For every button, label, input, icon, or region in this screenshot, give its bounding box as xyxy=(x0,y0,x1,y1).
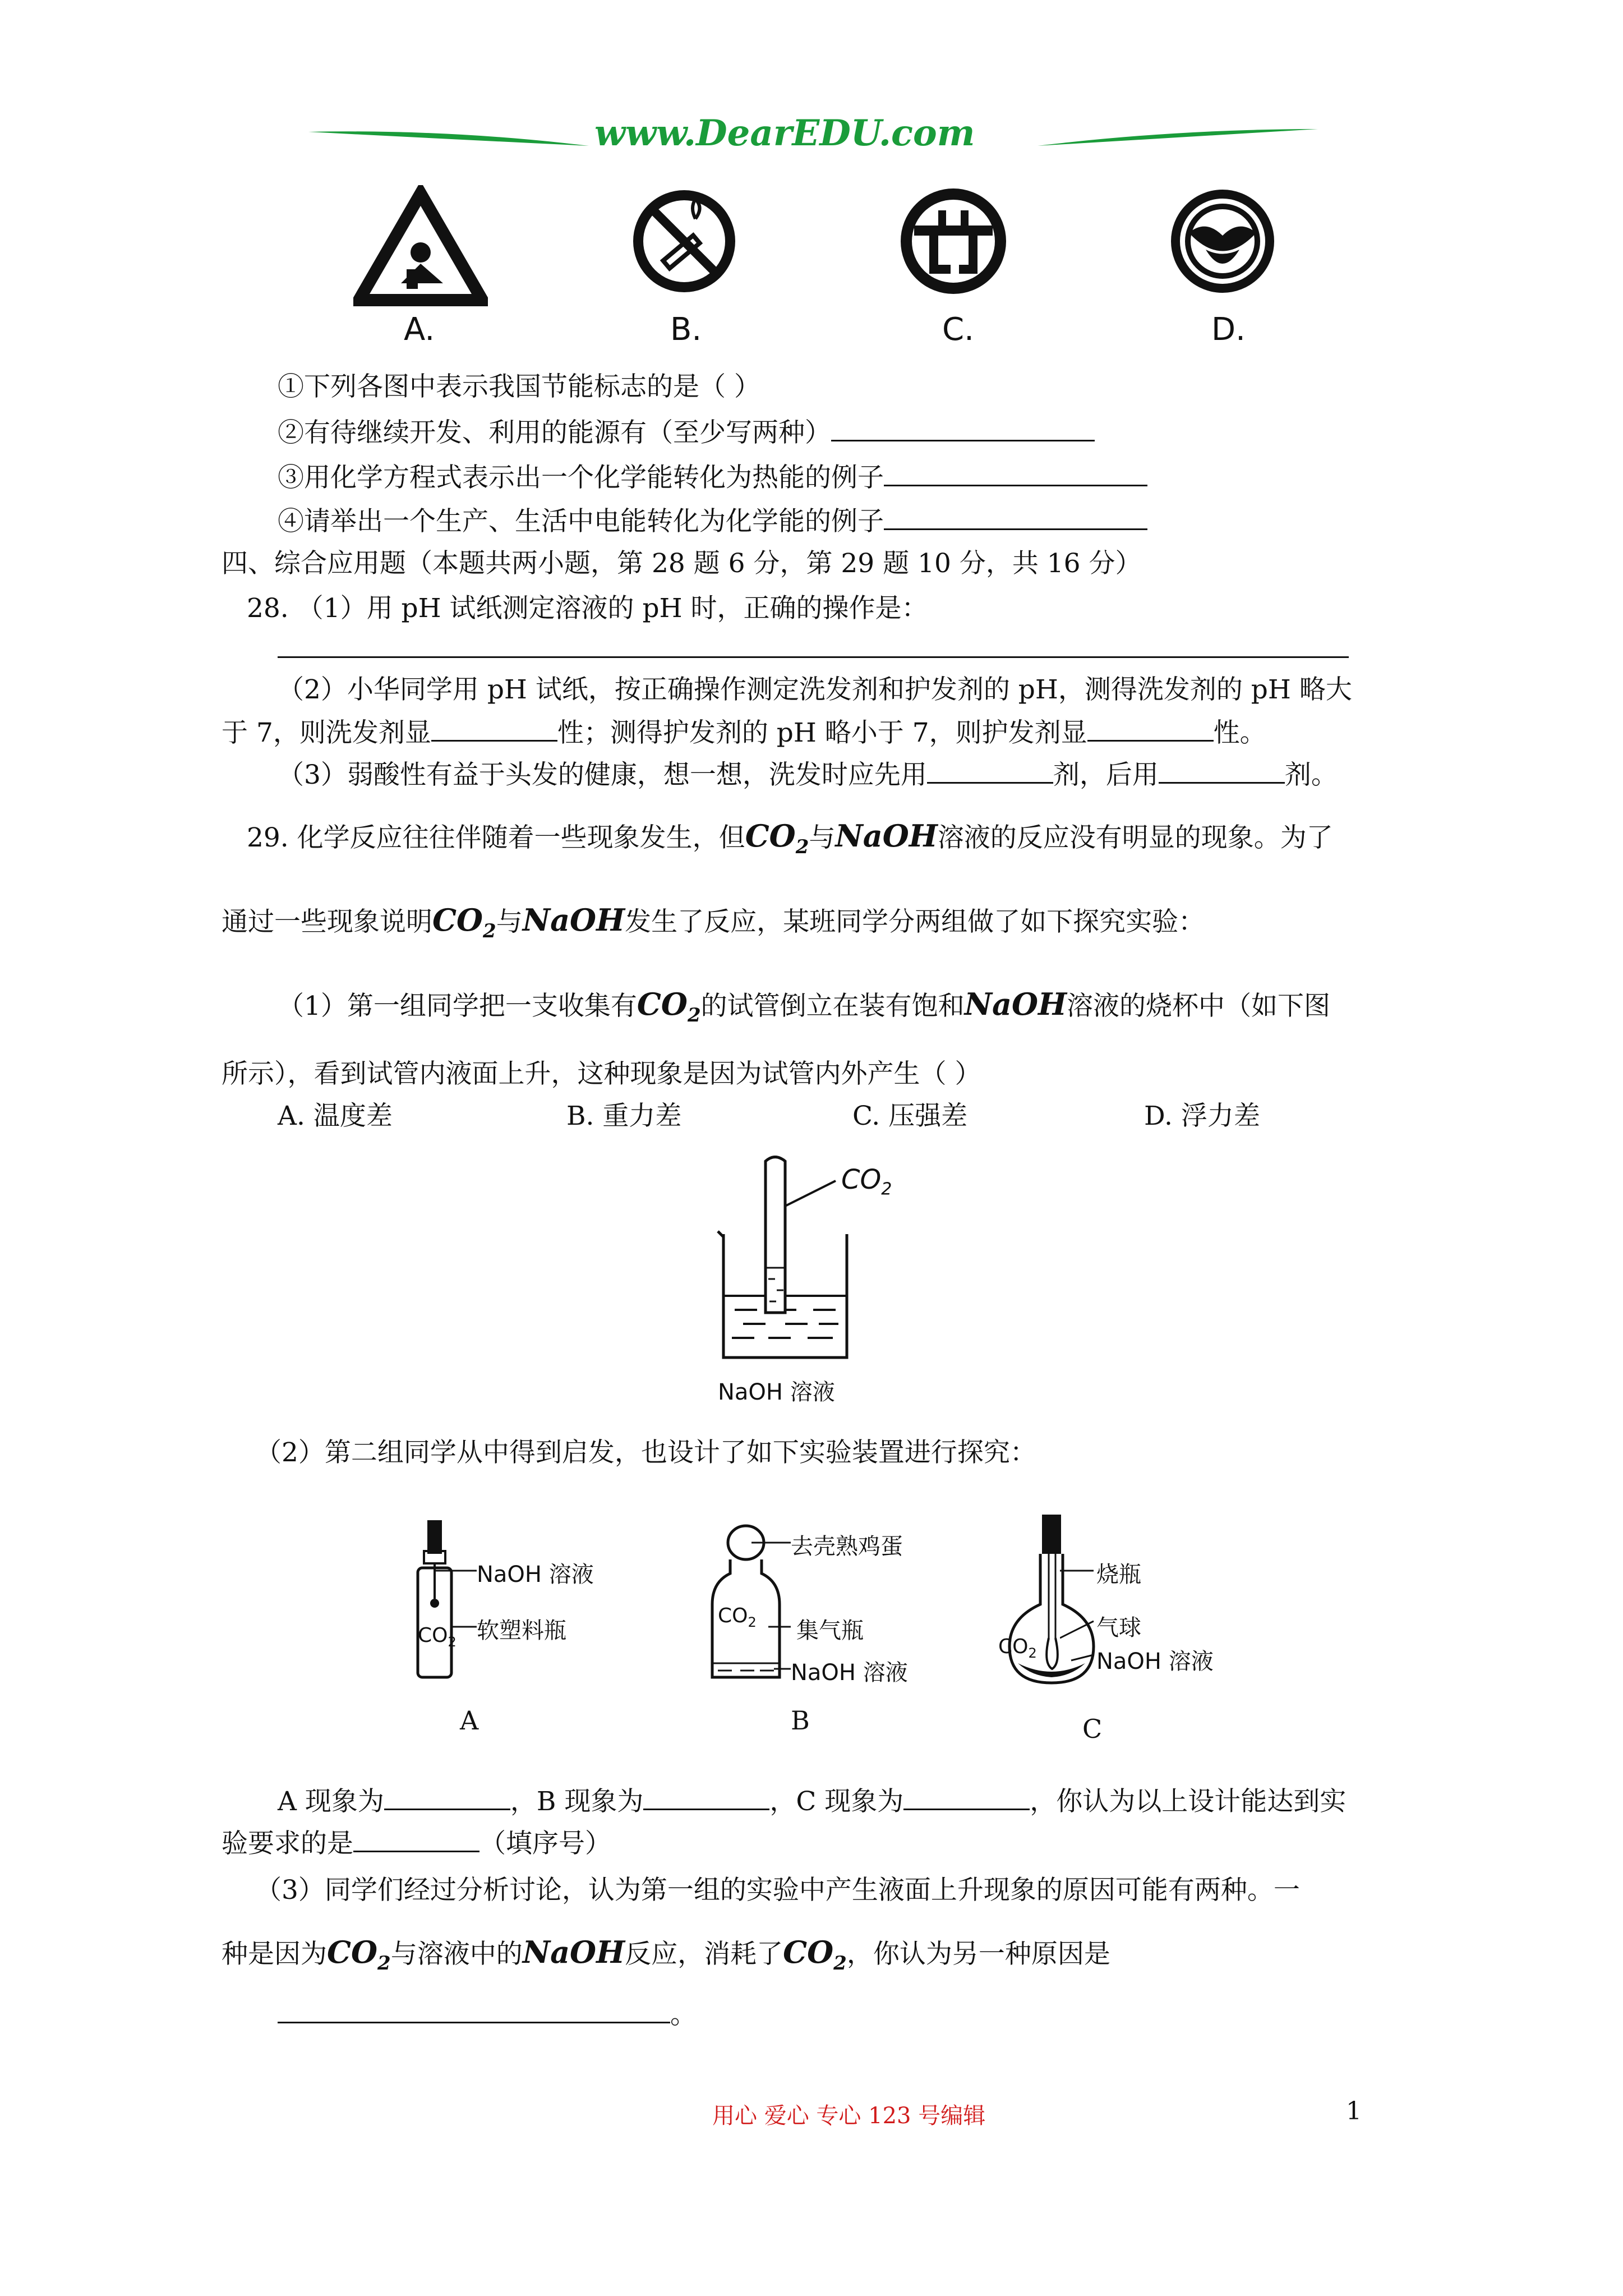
answer-blank[interactable] xyxy=(1087,715,1214,742)
site-title: www.DearEDU.com xyxy=(594,112,975,154)
q28-part-1: 28. （1）用 pH 试纸测定溶液的 pH 时，正确的操作是： xyxy=(247,593,928,624)
symbol-a-warning-icon xyxy=(353,185,488,309)
q29-line-1: 29. 化学反应往往伴随着一些现象发生，但$CO_2$与NaOH溶液的反应没有明显的现象。为了 xyxy=(247,818,1333,858)
figure-b-leader-lines xyxy=(751,1537,791,1677)
figure-beaker-test-tube xyxy=(712,1156,858,1369)
q29-part-3-line-1: （3）同学们经过分析讨论，认为第一组的实验中产生液面上升现象的原因可能有两种。一 xyxy=(255,1875,1300,1906)
q27-item-1: ①下列各图中表示我国节能标志的是（ ） xyxy=(278,371,760,402)
q29-part-2: （2）第二组同学从中得到启发，也设计了如下实验装置进行探究： xyxy=(255,1437,1036,1468)
symbol-label-d: D. xyxy=(1211,311,1246,348)
symbol-c-energy-saving-icon xyxy=(897,180,1009,303)
q29-part-2-answers-line-1: A 现象为 ，B 现象为 ，C 现象为 ，你认为以上设计能达到实 xyxy=(278,1784,1346,1819)
q27-item-4: ④请举出一个生产、生活中电能转化为化学能的例子 xyxy=(278,504,1147,539)
chem-co2: $CO_2$ xyxy=(745,818,809,858)
symbol-label-c: C. xyxy=(942,311,974,348)
answer-blank[interactable] xyxy=(903,1784,1030,1810)
q29-line-2: 通过一些现象说明$CO_2$与NaOH发生了反应，某班同学分两组做了如下探究实验： xyxy=(222,902,1205,942)
answer-blank[interactable] xyxy=(353,1826,479,1852)
answer-blank[interactable] xyxy=(927,757,1053,784)
q28-part-2-line-2: 于 7，则洗发剂显 性；测得护发剂的 pH 略小于 7，则护发剂显 性。 xyxy=(222,715,1266,750)
q29-part-1-line-2: 所示），看到试管内液面上升，这种现象是因为试管内外产生（ ） xyxy=(222,1059,981,1089)
figure-1-caption: NaOH 溶液 xyxy=(718,1379,835,1405)
q28-part-3: （3）弱酸性有益于头发的健康，想一想，洗发时应先用 剂，后用 剂。 xyxy=(278,757,1338,792)
section-4-title: 四、综合应用题（本题共两小题，第 28 题 6 分，第 29 题 10 分，共 16 分） xyxy=(222,548,1142,579)
figure-b-caption: B xyxy=(791,1705,810,1736)
figure-b-label-naoh: NaOH 溶液 xyxy=(791,1660,908,1686)
symbol-label-a: A. xyxy=(404,311,435,348)
chem-co2: $CO_2$ xyxy=(432,902,496,942)
figure-a-caption: A xyxy=(460,1705,479,1736)
chem-naoh: NaOH xyxy=(522,1934,625,1970)
answer-blank[interactable] xyxy=(431,715,557,742)
answer-blank[interactable] xyxy=(278,1997,670,2023)
chem-co2: $CO_2$ xyxy=(327,1934,391,1975)
figure-a-label-naoh: NaOH 溶液 xyxy=(477,1562,594,1588)
q29-part-3-line-3: 。 xyxy=(278,1997,697,2032)
option-b[interactable]: B. 重力差 xyxy=(566,1101,682,1131)
footer-text: 用心 爱心 专心 123 号编辑 xyxy=(712,2103,986,2129)
page-number: 1 xyxy=(1346,2097,1362,2125)
figure-c-label-flask: 烧瓶 xyxy=(1096,1562,1141,1588)
q28-part-2-line-1: （2）小华同学用 pH 试纸，按正确操作测定洗发剂和护发剂的 pH，测得洗发剂的 pH 略大 xyxy=(278,674,1352,705)
figure-c-caption: C xyxy=(1082,1714,1103,1744)
figure-a-leader-lines xyxy=(432,1565,477,1632)
figure-a-label-bottle: 软塑料瓶 xyxy=(477,1618,566,1644)
option-a[interactable]: A. 温度差 xyxy=(278,1101,393,1131)
q27-item-2: ②有待继续开发、利用的能源有（至少写两种） xyxy=(278,415,1095,450)
chem-co2: $CO_2$ xyxy=(783,1934,847,1975)
answer-blank[interactable] xyxy=(884,504,1147,530)
figure-c-co2-label: $CO_2$ xyxy=(998,1635,1037,1662)
figure-c-label-balloon: 气球 xyxy=(1096,1615,1141,1641)
chem-naoh: NaOH xyxy=(835,818,938,854)
q29-part-3-line-2: 种是因为$CO_2$与溶液中的NaOH反应，消耗了$CO_2$，你认为另一种原因是 xyxy=(222,1934,1110,1975)
q29-part-1-line-1: （1）第一组同学把一支收集有$CO_2$的试管倒立在装有饱和NaOH溶液的烧杯中（如下图 xyxy=(278,986,1331,1027)
figure-b-label-egg: 去壳熟鸡蛋 xyxy=(791,1534,903,1559)
symbol-label-b: B. xyxy=(670,311,702,348)
figure-1-co2-label: $CO_2$ xyxy=(841,1164,892,1199)
answer-blank-long[interactable] xyxy=(278,656,1349,658)
figure-c-leader-lines xyxy=(1060,1559,1099,1672)
figure-c-label-naoh: NaOH 溶液 xyxy=(1096,1649,1214,1674)
figure-a-co2-label: $CO_2$ xyxy=(418,1624,457,1650)
banner-swoosh-right xyxy=(1032,112,1324,163)
symbol-b-no-smoking-icon xyxy=(628,180,740,303)
chem-naoh: NaOH xyxy=(964,986,1067,1022)
answer-blank[interactable] xyxy=(384,1784,510,1810)
answer-blank[interactable] xyxy=(1159,757,1285,784)
chem-naoh: NaOH xyxy=(522,902,625,938)
answer-blank[interactable] xyxy=(884,460,1147,486)
figure-b-label-jar: 集气瓶 xyxy=(796,1618,864,1644)
option-c[interactable]: C. 压强差 xyxy=(852,1101,968,1131)
symbol-d-green-food-icon xyxy=(1166,180,1279,303)
figure-b-co2-label: $CO_2$ xyxy=(718,1604,757,1631)
option-d[interactable]: D. 浮力差 xyxy=(1144,1101,1260,1131)
q29-part-2-answers-line-2: 验要求的是 （填序号） xyxy=(222,1826,611,1861)
answer-blank[interactable] xyxy=(831,415,1095,441)
answer-blank[interactable] xyxy=(643,1784,769,1810)
chem-co2: $CO_2$ xyxy=(637,986,701,1027)
banner-swoosh-left xyxy=(303,112,594,163)
q27-item-3: ③用化学方程式表示出一个化学能转化为热能的例子 xyxy=(278,460,1147,495)
